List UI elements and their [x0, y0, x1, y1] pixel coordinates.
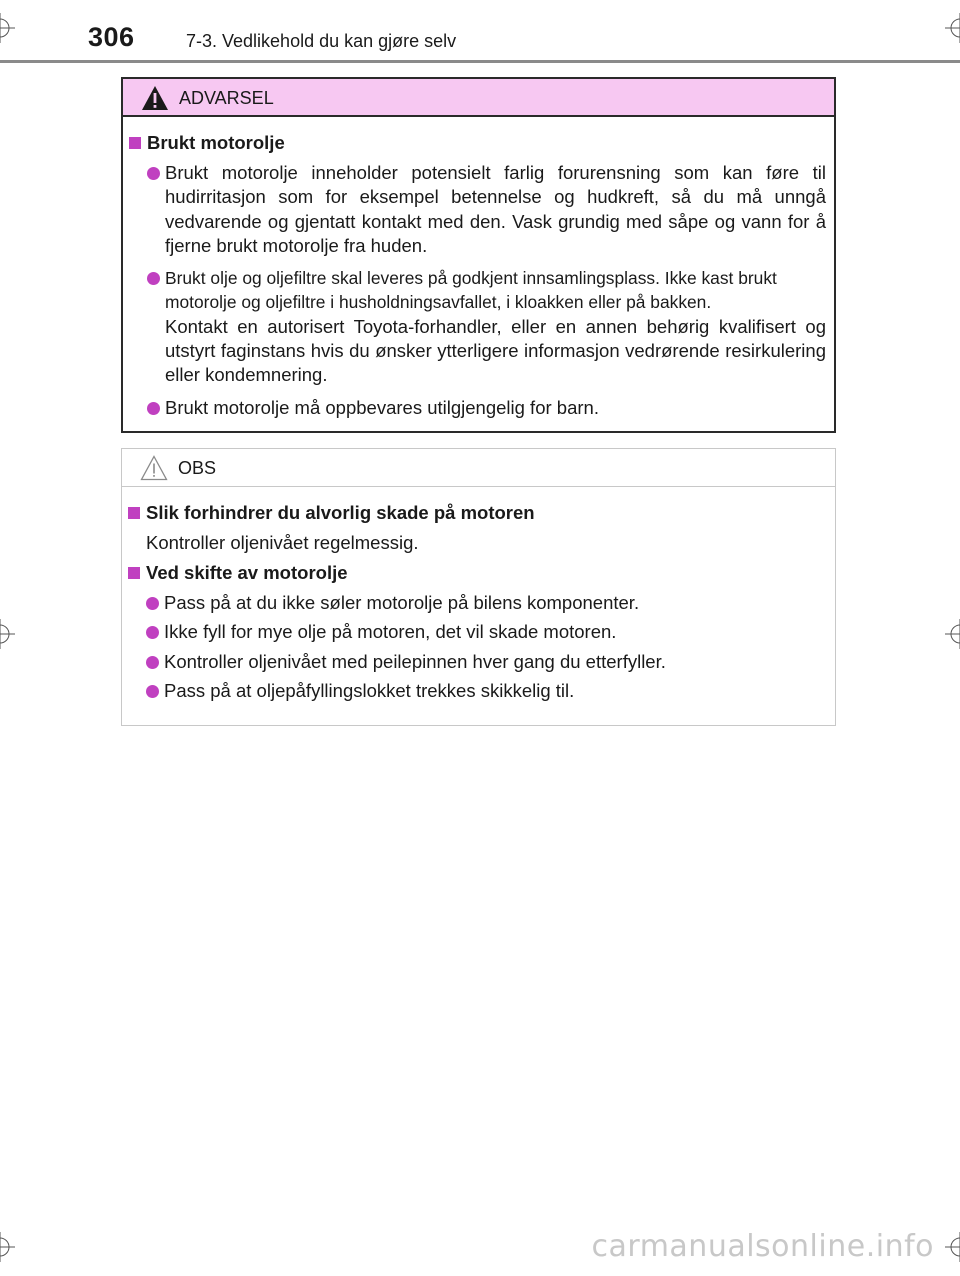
warning-box-header [123, 79, 834, 117]
warning-heading-text: Brukt motorolje [147, 132, 285, 153]
notice-box-title: OBS [178, 458, 217, 478]
notice-bullet [128, 620, 827, 644]
header-divider [0, 60, 960, 63]
warning-bullet-continuation: Kontakt en autorisert Toyota-forhandler, eller en annen behørig kvalifisert og utstyrt faginstans hvis du ønsker ytterligere informasjon vedrørende resirkulering eller kondemnering. [165, 315, 826, 386]
section-square-icon [129, 137, 141, 149]
notice-box-body [122, 487, 835, 703]
watermark: carmanualsonline.info [591, 1229, 934, 1264]
warning-bullet-text: Brukt motorolje må oppbevares utilgjengelig for barn. [165, 396, 599, 418]
bullet-dot-icon [146, 685, 159, 698]
warning-heading [129, 131, 826, 155]
warning-triangle-filled-icon [141, 85, 169, 111]
notice-bullet-text: Kontroller oljenivået med peilepinnen hver gang du etterfyller. [164, 650, 666, 672]
bullet-dot-icon [146, 656, 159, 669]
notice-bullet [128, 650, 827, 674]
section-square-icon [128, 507, 140, 519]
warning-bullet [129, 266, 826, 387]
bullet-dot-icon [147, 402, 160, 415]
bullet-dot-icon [147, 167, 160, 180]
warning-bullet-text: Brukt motorolje inneholder potensielt farlig forurensning som kan føre til hudirritasjon som for eksempel betennelse og hudkreft, så du må unngå vedvarende og gjentatt kontakt med den. Vask grundig med såpe og vann for å fjerne brukt motorolje fra huden. [165, 162, 826, 256]
notice-bullet-text: Pass på at oljepåfyllingslokket trekkes skikkelig til. [164, 679, 575, 701]
notice-box-header [122, 449, 835, 487]
warning-box-body [123, 117, 834, 420]
warning-bullet [129, 161, 826, 258]
registration-mark-bottom-left [0, 1232, 15, 1262]
section-square-icon [128, 567, 140, 579]
notice-text: Kontroller oljenivået regelmessig. [146, 532, 419, 553]
bullet-dot-icon [147, 272, 160, 285]
bullet-dot-icon [146, 626, 159, 639]
notice-heading [128, 561, 827, 585]
notice-bullet-text: Pass på at du ikke søler motorolje på bilens komponenter. [164, 592, 640, 613]
bullet-dot-icon [146, 597, 159, 610]
warning-box-title: ADVARSEL [179, 88, 274, 108]
notice-bullet [128, 591, 827, 615]
notice-heading-text: Slik forhindrer du alvorlig skade på motoren [146, 502, 535, 523]
notice-heading [128, 501, 827, 525]
warning-bullet [129, 396, 826, 420]
page-number: 306 [88, 22, 135, 52]
section-title: 7-3. Vedlikehold du kan gjøre selv [186, 31, 457, 51]
notice-box [121, 448, 836, 726]
notice-bullet [128, 679, 827, 703]
registration-mark-mid-right [945, 619, 960, 649]
warning-bullet-text: Brukt olje og oljefiltre skal leveres på godkjent innsamlingsplass. Ikke kast brukt motorolje og oljefiltre i husholdningsavfallet, i kloakken eller på bakken. [165, 268, 777, 313]
notice-heading-text: Ved skifte av motorolje [146, 562, 348, 583]
notice-bullet-text: Ikke fyll for mye olje på motoren, det vil skade motoren. [164, 621, 617, 643]
caution-triangle-outline-icon [140, 455, 168, 481]
registration-mark-mid-left [0, 619, 15, 649]
registration-mark-top-right [945, 13, 960, 43]
registration-mark-top-left [0, 13, 15, 43]
warning-box [121, 77, 836, 433]
registration-mark-bottom-right [945, 1232, 960, 1262]
